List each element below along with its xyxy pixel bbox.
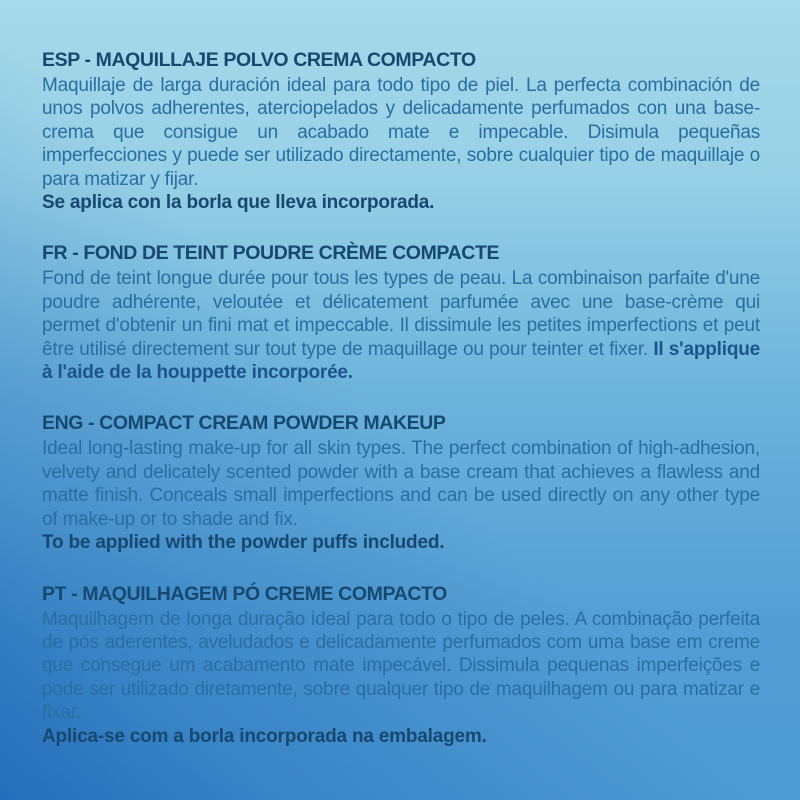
section-body-esp (42, 74, 760, 191)
section-note-eng: To be applied with the powder puffs included. (42, 532, 445, 554)
section-body-fr (42, 267, 760, 384)
section-body-text: Fond de teint longue durée pour tous les types de peau. La combinaison parfaite d'une poudre adhérente, veloutée et délicatement parfumée avec une base-crème qui permet d'obtenir un fini mat et impeccable. Il dissimule les petites imperfections et peut être utilisé directement sur tout type de maquillage ou pour teinter et fixer. (42, 268, 760, 360)
section-note-esp: Se aplica con la borla que lleva incorporada. (42, 192, 435, 214)
section-body-pt (42, 608, 760, 725)
section-body-text: Maquillaje de larga duración ideal para todo tipo de piel. La perfecta combinación de unos polvos adherentes, aterciopelados y delicadamente perfumados con una base-crema que consigue un acabado mate e impecable. Disimula pequeñas imperfecciones y puede ser utilizado directamente, sobre cualquier tipo de maquillaje o para matizar y fijar. (42, 75, 760, 190)
section-esp (42, 48, 760, 214)
section-note-pt: Aplica-se com a borla incorporada na embalagem. (42, 725, 487, 747)
section-body-eng (42, 437, 760, 531)
section-heading-pt: PT - MAQUILHAGEM PÓ CREME COMPACTO (42, 582, 447, 605)
section-body-text: Maquilhagem de longa duração ideal para todo o tipo de peles. A combinação perfeita de pós aderentes, aveludados e delicadamente perfumados com uma base em creme que consegue um acabamento mate impecável. Dissimula pequenas imperfeições e pode ser utilizado diretamente, sobre qualquer tipo de maquilhagem ou para matizar e fixar. (42, 608, 760, 724)
section-bold-tail-fr: Il s'applique à l'aide de la houppette incorporée. (42, 338, 760, 384)
section-pt (42, 582, 760, 748)
section-heading-fr: FR - FOND DE TEINT POUDRE CRÈME COMPACTE (42, 242, 500, 265)
section-body-text: Ideal long-lasting make-up for all skin types. The perfect combination of high-adhesion, velvety and delicately scented powder with a base cream that achieves a flawless and matte finish. Conceals small imperfections and can be used directly on any other type of make-up or to shade and fix. (42, 438, 760, 530)
section-fr (42, 241, 760, 384)
section-heading-eng: ENG - COMPACT CREAM POWDER MAKEUP (42, 412, 446, 435)
section-heading-esp: ESP - MAQUILLAJE POLVO CREMA COMPACTO (42, 49, 476, 71)
section-eng (42, 411, 760, 554)
